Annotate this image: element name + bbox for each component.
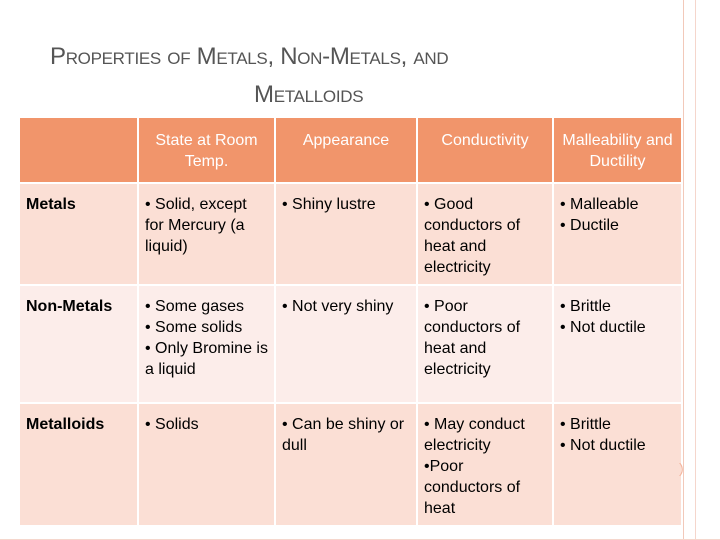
cell-line: • Solid, except for Mercury (a liquid) bbox=[145, 196, 247, 255]
cell-line: • Brittle bbox=[560, 416, 611, 433]
cell-line: • Only Bromine is a liquid bbox=[145, 340, 268, 378]
cell-malleability bbox=[553, 285, 682, 403]
slide-title-line-2: Metalloids bbox=[254, 81, 364, 108]
slide-title-line-1: Properties of Metals, Non-Metals, and bbox=[50, 43, 449, 70]
cell-state bbox=[138, 183, 275, 285]
cell-line: • Some solids bbox=[145, 319, 243, 336]
header-appearance: Appearance bbox=[275, 118, 417, 183]
row-label: Metalloids bbox=[20, 403, 138, 526]
cell-line: • Can be shiny or dull bbox=[282, 416, 405, 454]
cell-line: • Not ductile bbox=[560, 437, 646, 454]
header-conductivity: Conductivity bbox=[417, 118, 553, 183]
cell-conductivity bbox=[417, 183, 553, 285]
cell-appearance bbox=[275, 285, 417, 403]
cell-line: •Poor conductors of heat bbox=[424, 458, 521, 517]
header-corner bbox=[20, 118, 138, 183]
header-state: State at Room Temp. bbox=[138, 118, 275, 183]
header-malleability: Malleability and Ductility bbox=[553, 118, 682, 183]
cell-line: • Poor conductors of heat and electricity bbox=[424, 298, 521, 378]
cell-conductivity bbox=[417, 403, 553, 526]
slide-frame-right bbox=[683, 0, 720, 540]
table-row-non-metals bbox=[20, 285, 682, 403]
table-row-metalloids bbox=[20, 403, 682, 526]
slide-title bbox=[50, 38, 650, 114]
slide-edge-ornament: ) bbox=[679, 460, 684, 476]
cell-line: • Solids bbox=[145, 416, 199, 433]
row-label: Metals bbox=[20, 183, 138, 285]
cell-conductivity bbox=[417, 285, 553, 403]
cell-appearance bbox=[275, 403, 417, 526]
properties-table bbox=[20, 118, 683, 527]
table-row-metals bbox=[20, 183, 682, 285]
cell-malleability bbox=[553, 403, 682, 526]
cell-appearance bbox=[275, 183, 417, 285]
cell-state bbox=[138, 403, 275, 526]
cell-line: • Not very shiny bbox=[282, 298, 394, 315]
cell-malleability bbox=[553, 183, 682, 285]
cell-line: • Good conductors of heat and electricity bbox=[424, 196, 521, 276]
row-label: Non-Metals bbox=[20, 285, 138, 403]
cell-line: • May conduct electricity bbox=[424, 416, 525, 454]
cell-line: • Brittle bbox=[560, 298, 611, 315]
cell-line: • Shiny lustre bbox=[282, 196, 376, 213]
table-header-row bbox=[20, 118, 682, 183]
cell-line: • Not ductile bbox=[560, 319, 646, 336]
cell-line: • Malleable bbox=[560, 196, 639, 213]
slide-frame-line bbox=[695, 0, 696, 540]
cell-line: • Ductile bbox=[560, 217, 619, 234]
cell-state bbox=[138, 285, 275, 403]
cell-line: • Some gases bbox=[145, 298, 244, 315]
